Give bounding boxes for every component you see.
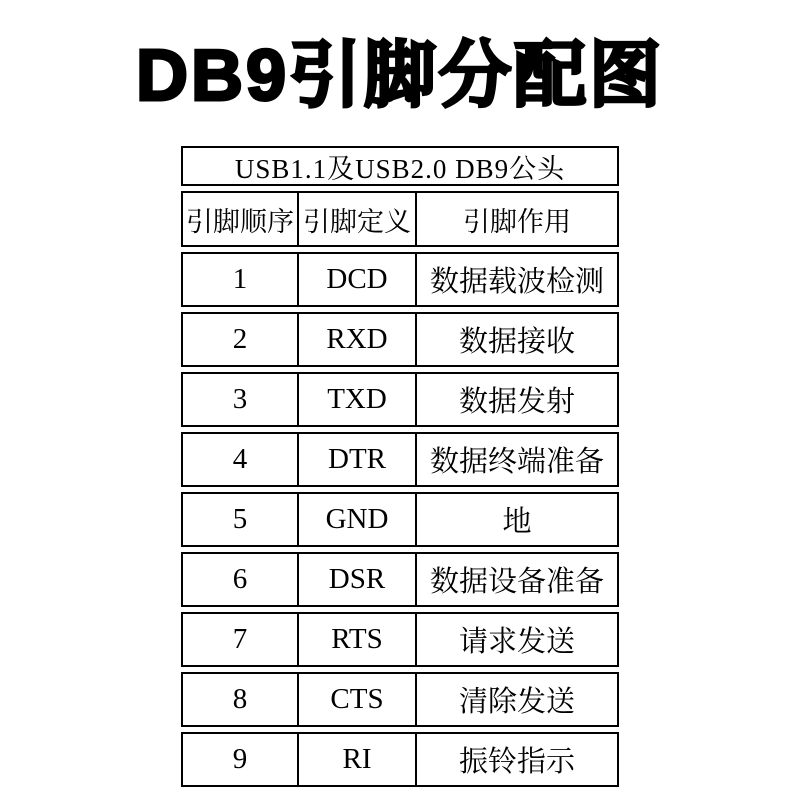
pin-number-cell: 6 bbox=[232, 563, 248, 595]
pin-number-cell: 3 bbox=[232, 383, 248, 415]
table-row bbox=[181, 492, 619, 547]
pin-number-cell: 7 bbox=[232, 623, 248, 655]
table-row bbox=[181, 312, 619, 367]
pin-function-cell: 地 bbox=[415, 494, 617, 545]
pin-number-cell: 1 bbox=[232, 263, 248, 295]
pin-definition-cell: RTS bbox=[297, 614, 415, 665]
page-title: DB9引脚分配图 bbox=[135, 36, 665, 116]
pin-assignment-table bbox=[181, 146, 619, 787]
pin-function-cell: 数据设备准备 bbox=[415, 554, 617, 605]
table-caption: USB1.1及USB2.0 DB9公头 bbox=[234, 153, 566, 184]
pin-definition-cell: RXD bbox=[297, 314, 415, 365]
pin-definition-cell: DCD bbox=[297, 254, 415, 305]
pin-number-cell: 9 bbox=[232, 743, 248, 775]
table-row bbox=[181, 432, 619, 487]
column-header-pin-function: 引脚作用 bbox=[415, 193, 617, 245]
pin-function-cell: 数据终端准备 bbox=[415, 434, 617, 485]
pin-definition-cell: TXD bbox=[297, 374, 415, 425]
pin-function-cell: 振铃指示 bbox=[415, 734, 617, 785]
pin-function-cell: 数据载波检测 bbox=[415, 254, 617, 305]
column-header-pin-number: 引脚顺序 bbox=[186, 206, 294, 237]
table-caption-row bbox=[181, 146, 619, 186]
pin-number-cell: 4 bbox=[232, 443, 248, 475]
pin-definition-cell: CTS bbox=[297, 674, 415, 725]
table-row bbox=[181, 672, 619, 727]
table-row bbox=[181, 732, 619, 787]
pin-definition-cell: DTR bbox=[297, 434, 415, 485]
table-row bbox=[181, 252, 619, 307]
table-header-row bbox=[181, 191, 619, 247]
table-row bbox=[181, 612, 619, 667]
pin-function-cell: 清除发送 bbox=[415, 674, 617, 725]
table-row bbox=[181, 372, 619, 427]
column-header-pin-definition: 引脚定义 bbox=[297, 193, 415, 245]
pin-number-cell: 5 bbox=[232, 503, 248, 535]
pin-definition-cell: GND bbox=[297, 494, 415, 545]
pin-function-cell: 数据发射 bbox=[415, 374, 617, 425]
table-row bbox=[181, 552, 619, 607]
pin-number-cell: 2 bbox=[232, 323, 248, 355]
pin-function-cell: 请求发送 bbox=[415, 614, 617, 665]
pin-definition-cell: DSR bbox=[297, 554, 415, 605]
pin-number-cell: 8 bbox=[232, 683, 248, 715]
pin-definition-cell: RI bbox=[297, 734, 415, 785]
pin-function-cell: 数据接收 bbox=[415, 314, 617, 365]
